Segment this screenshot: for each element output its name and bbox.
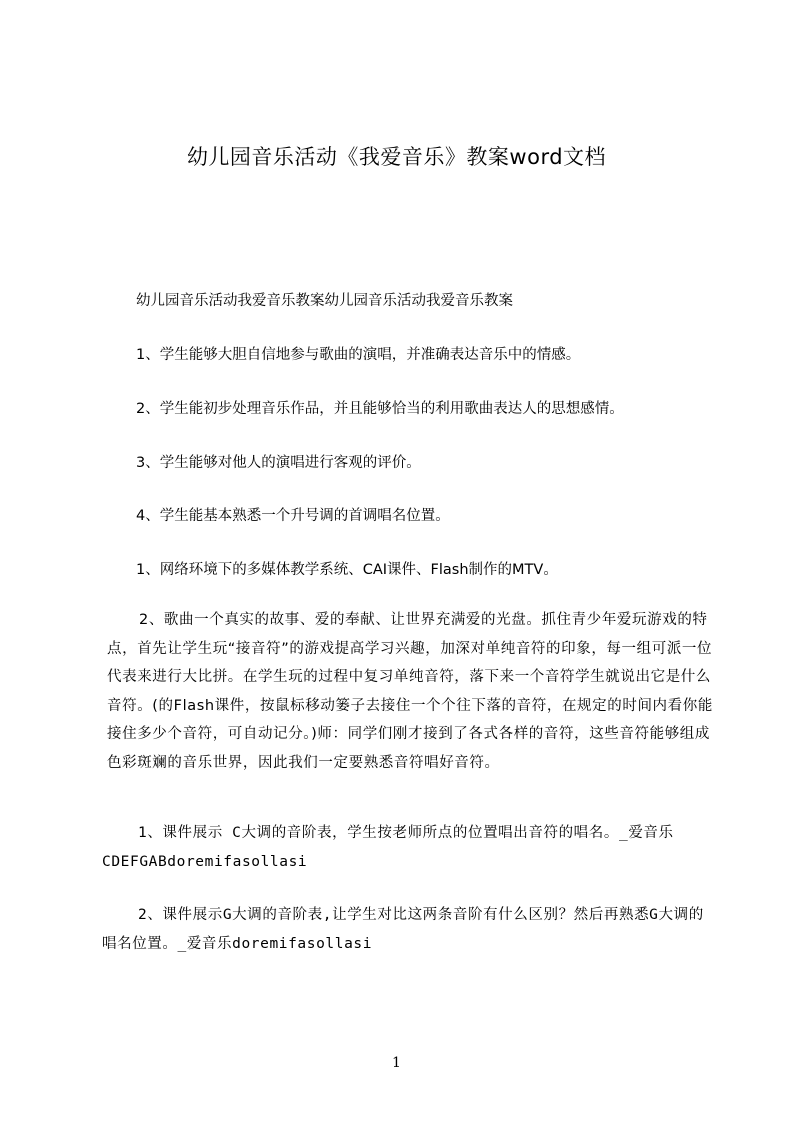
paragraph-intro: 幼儿园音乐活动我爱音乐教案幼儿园音乐活动我爱音乐教案: [136, 293, 513, 309]
paragraph-goal-4: 4、学生能基本熟悉一个升号调的首调唱名位置。: [136, 508, 450, 524]
page-number: 1: [392, 1055, 401, 1071]
paragraph-step-1: 1、课件展示 C大调的音阶表，学生按老师所点的位置唱出音符的唱名。_爱音乐CDEFGABdoremifasollasi: [102, 825, 674, 870]
paragraph-material-2: 2、歌曲一个真实的故事、爱的奉献、让世界充满爱的光盘。抓住青少年爱玩游戏的特点，首先让学生玩“接音符”的游戏提高学习兴趣，加深对单纯音符的印象，每一组可派一位代表来进行大比拼。在学生玩的过程中复习单纯音符，落下来一个音符学生就说出它是什么音符。(的Flash课件，按鼠标移动篓子去接住一个个往下落的音符，在规定的时间内看你能接住多少个音符，可自动记分。)师：同学们刚才接到了各式各样的音符，这些音符能够组成色彩斑斓的音乐世界，因此我们一定要熟悉音符唱好音符。: [107, 612, 713, 771]
paragraph-material-1: 1、网络环境下的多媒体教学系统、CAI课件、Flash制作的MTV。: [136, 562, 558, 578]
paragraph-goal-1: 1、学生能够大胆自信地参与歌曲的演唱，并准确表达音乐中的情感。: [136, 347, 581, 363]
paragraph-goal-2: 2、学生能初步处理音乐作品，并且能够恰当的利用歌曲表达人的思想感情。: [136, 401, 624, 417]
paragraph-step-2: 2、课件展示G大调的音阶表,让学生对比这两条音阶有什么区别？然后再熟悉G大调的唱名位置。_爱音乐doremifasollasi: [102, 907, 704, 952]
document-title: 幼儿园音乐活动《我爱音乐》教案word文档: [186, 145, 607, 169]
paragraph-goal-3: 3、学生能够对他人的演唱进行客观的评价。: [136, 455, 421, 471]
